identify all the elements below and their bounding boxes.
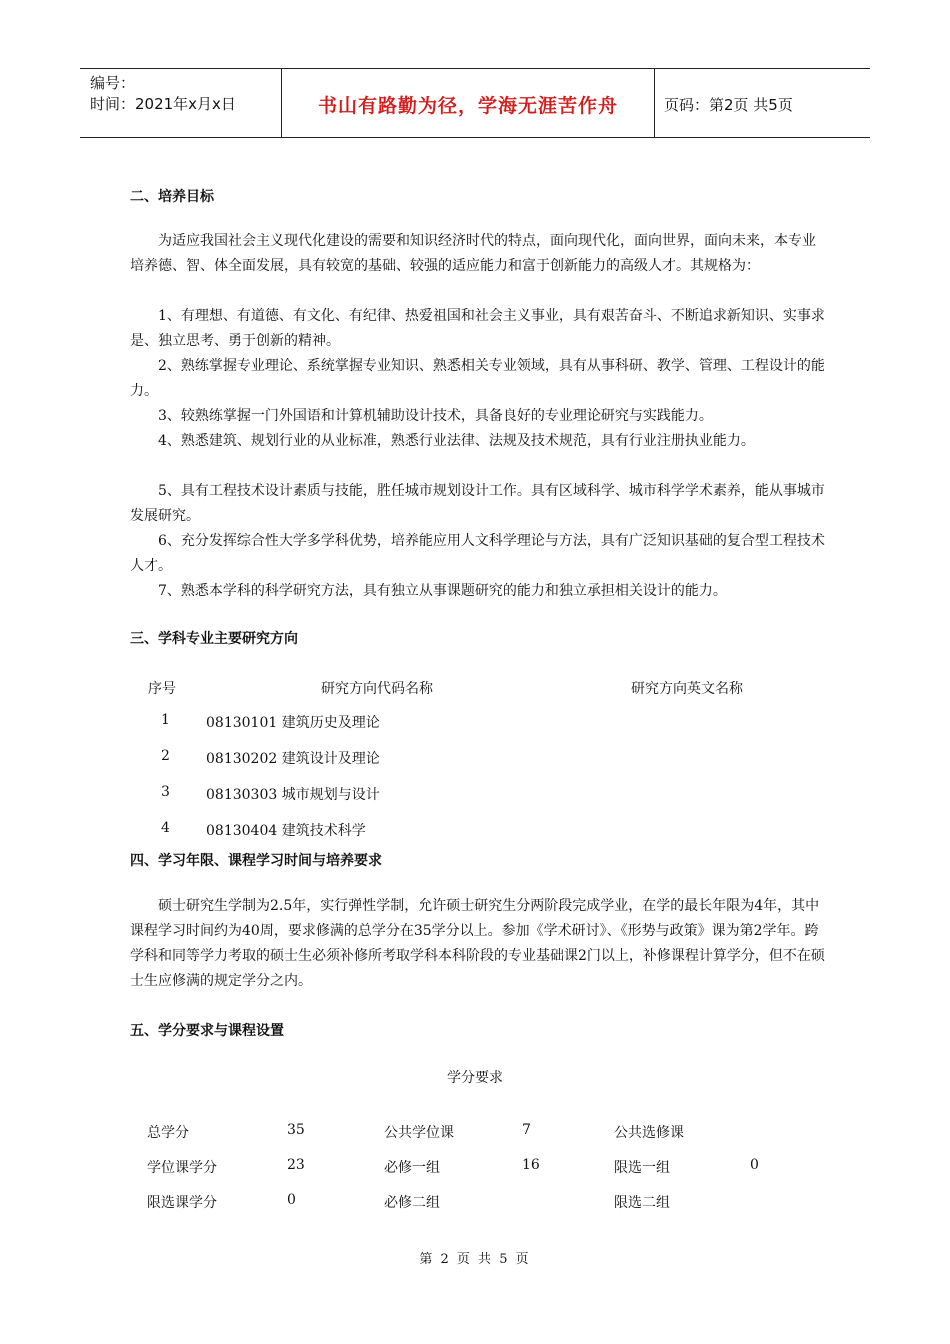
credit-cell: 16 <box>522 1157 540 1173</box>
credit-cell: 限选二组 <box>614 1195 670 1211</box>
paragraph: 硕士研究生学制为2.5年，实行弹性学制，允许硕士研究生分两阶段完成学业，在学的最长年限为4年，其中课程学习时间约为40周，要求修满的总学分在35学分以上。参加《学术研讨》、《形势与政策》课为第2学年。跨学科和同等学力考取的硕士生必须补修所考取学科本科阶段的专业基础课2门以上，补修课程计算学分，但不在硕士生应修满的规定学分之内。 <box>130 898 825 989</box>
credit-cell: 23 <box>287 1157 305 1173</box>
row-number: 1 <box>161 712 170 728</box>
row-direction: 08130303 城市规划与设计 <box>206 787 380 803</box>
time-label: 时间：2021年x月x日 <box>90 95 236 113</box>
list-item: 1、有理想、有道德、有文化、有纪律、热爱祖国和社会主义事业，具有艰苦奋斗、不断追求新知识、实事求是、独立思考、勇于创新的精神。 <box>130 308 825 349</box>
list-item: 2、熟练掌握专业理论、系统掌握专业知识、熟悉相关专业领域，具有从事科研、教学、管理、工程设计的能力。 <box>130 358 825 399</box>
credit-cell: 0 <box>287 1192 296 1208</box>
section-title: 二、培养目标 <box>130 189 214 205</box>
credit-cell: 7 <box>522 1122 531 1138</box>
list-item: 4、熟悉建筑、规划行业的从业标准，熟悉行业法律、法规及技术规范，具有行业注册执业能力。 <box>158 433 755 449</box>
credit-cell: 必修二组 <box>384 1195 440 1211</box>
credit-cell: 0 <box>750 1157 759 1173</box>
row-number: 2 <box>161 748 170 764</box>
list-item: 7、熟悉本学科的科学研究方法，具有独立从事课题研究的能力和独立承担相关设计的能力。 <box>158 583 727 599</box>
row-number: 3 <box>161 784 170 800</box>
credit-cell: 学位课学分 <box>147 1160 217 1176</box>
page-footer: 第 2 页 共 5 页 <box>419 1252 531 1267</box>
credit-cell: 限选一组 <box>614 1160 670 1176</box>
section-title: 三、学科专业主要研究方向 <box>130 631 298 647</box>
header-meta <box>90 73 236 115</box>
number-label: 编号： <box>90 74 136 92</box>
row-direction: 08130404 建筑技术科学 <box>206 823 366 839</box>
header-page-code: 页码：第2页 共5页 <box>664 96 793 114</box>
list-item: 6、充分发挥综合性大学多学科优势，培养能应用人文科学理论与方法，具有广泛知识基础的复合型工程技术人才。 <box>130 533 825 574</box>
credit-cell: 总学分 <box>147 1125 189 1141</box>
row-direction: 08130202 建筑设计及理论 <box>206 751 380 767</box>
header-divider <box>654 69 655 137</box>
section-title: 五、学分要求与课程设置 <box>130 1023 284 1039</box>
row-number: 4 <box>161 820 170 836</box>
credit-cell: 限选课学分 <box>147 1195 217 1211</box>
credit-cell: 公共选修课 <box>614 1125 684 1141</box>
header-motto: 书山有路勤为径，学海无涯苦作舟 <box>317 95 618 117</box>
column-header: 研究方向英文名称 <box>631 681 743 697</box>
credit-cell: 35 <box>287 1122 305 1138</box>
column-header: 序号 <box>148 681 176 697</box>
paragraph: 为适应我国社会主义现代化建设的需要和知识经济时代的特点，面向现代化，面向世界，面向未来，本专业培养德、智、体全面发展，具有较宽的基础、较强的适应能力和富于创新能力的高级人才。其规格为： <box>130 233 816 274</box>
row-direction: 08130101 建筑历史及理论 <box>206 715 380 731</box>
section-title: 四、学习年限、课程学习时间与培养要求 <box>130 853 382 869</box>
credit-cell: 必修一组 <box>384 1160 440 1176</box>
credit-cell: 公共学位课 <box>384 1125 454 1141</box>
credit-table-title: 学分要求 <box>447 1070 503 1086</box>
list-item: 5、具有工程技术设计素质与技能，胜任城市规划设计工作。具有区域科学、城市科学学术素养，能从事城市发展研究。 <box>130 483 825 524</box>
list-item: 3、较熟练掌握一门外国语和计算机辅助设计技术，具备良好的专业理论研究与实践能力。 <box>158 408 713 424</box>
column-header: 研究方向代码名称 <box>321 681 433 697</box>
page-header <box>80 68 870 138</box>
